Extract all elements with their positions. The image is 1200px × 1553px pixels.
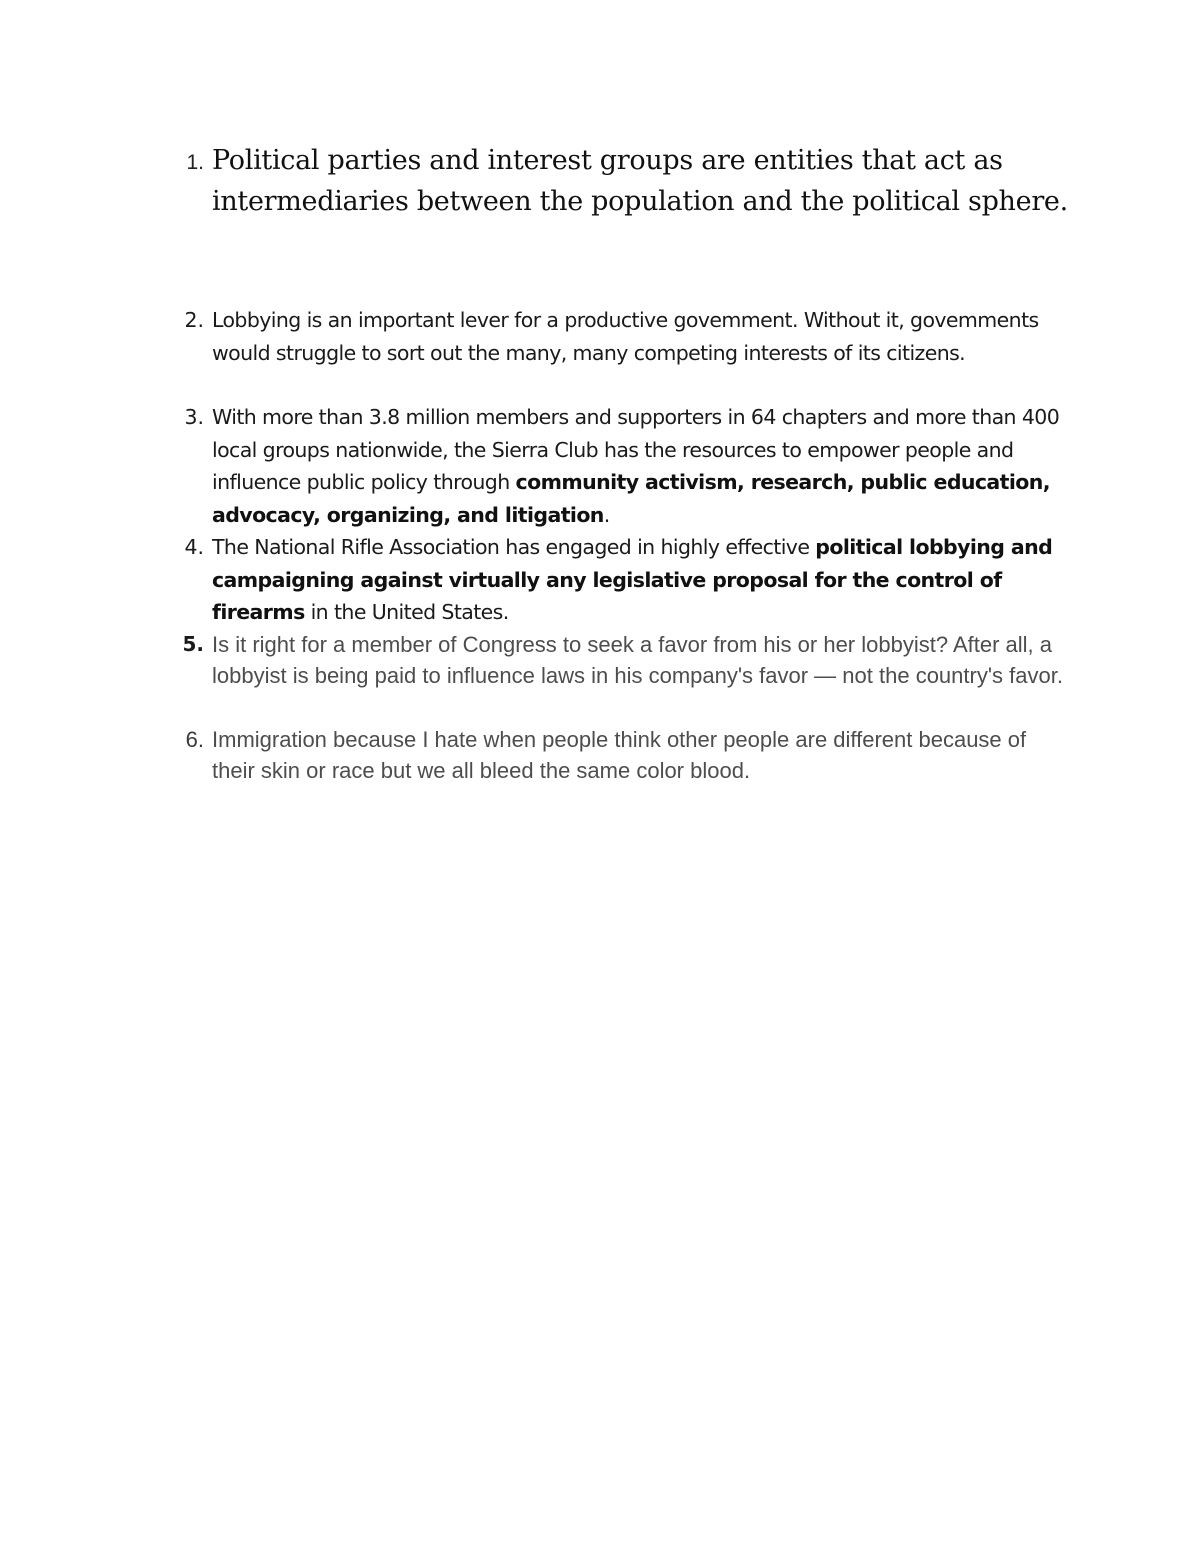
list-number: 3. — [184, 405, 204, 429]
list-item-text — [212, 531, 1070, 629]
list-item — [160, 531, 1070, 629]
list-number: 5. — [182, 632, 204, 656]
list-item — [160, 629, 1070, 691]
list-item-text-bold: community activism, research, public education, advocacy, organizing, and litigation — [212, 470, 1050, 527]
list-number: 2. — [184, 308, 204, 332]
list-item-text: Political parties and interest groups are entities that act as intermediaries between the population and the political sphere. — [212, 145, 1068, 217]
list-number: 4. — [184, 535, 204, 559]
list-item-text-plain: With more than 3.8 million members and supporters in 64 chapters and more than 400 local groups nationwide, the Sierra Club has the resources to empower people and influence public policy through — [212, 405, 1060, 494]
list-item-text-end: . — [603, 502, 610, 527]
list-item — [160, 401, 1070, 531]
list-item-text — [212, 401, 1070, 531]
list-number: 6. — [185, 727, 204, 752]
list-item-text-plain: The National Rifle Association has engaged in highly effective — [212, 535, 816, 559]
list-item — [160, 304, 1070, 369]
list-item-text: Lobbying is an important lever for a productive govemment. Without it, govemments would struggle to sort out the many, many competing interests of its citizens. — [212, 308, 1039, 365]
list-item-text-end: in the United States. — [304, 600, 509, 624]
list-item — [160, 140, 1070, 222]
list-item-text: Is it right for a member of Congress to seek a favor from his or her lobbyist? After all, a lobbyist is being paid to influence laws in his company's favor — not the country's favor. — [212, 632, 1063, 688]
list-item — [160, 724, 1070, 786]
list-item-text-bold: political lobbying and campaigning against virtually any legislative proposal for the control of firearms — [212, 535, 1053, 624]
list-item-text: Immigration because I hate when people think other people are different because of their skin or race but we all bleed the same color blood. — [212, 727, 1027, 783]
list-number: 1. — [186, 151, 204, 174]
